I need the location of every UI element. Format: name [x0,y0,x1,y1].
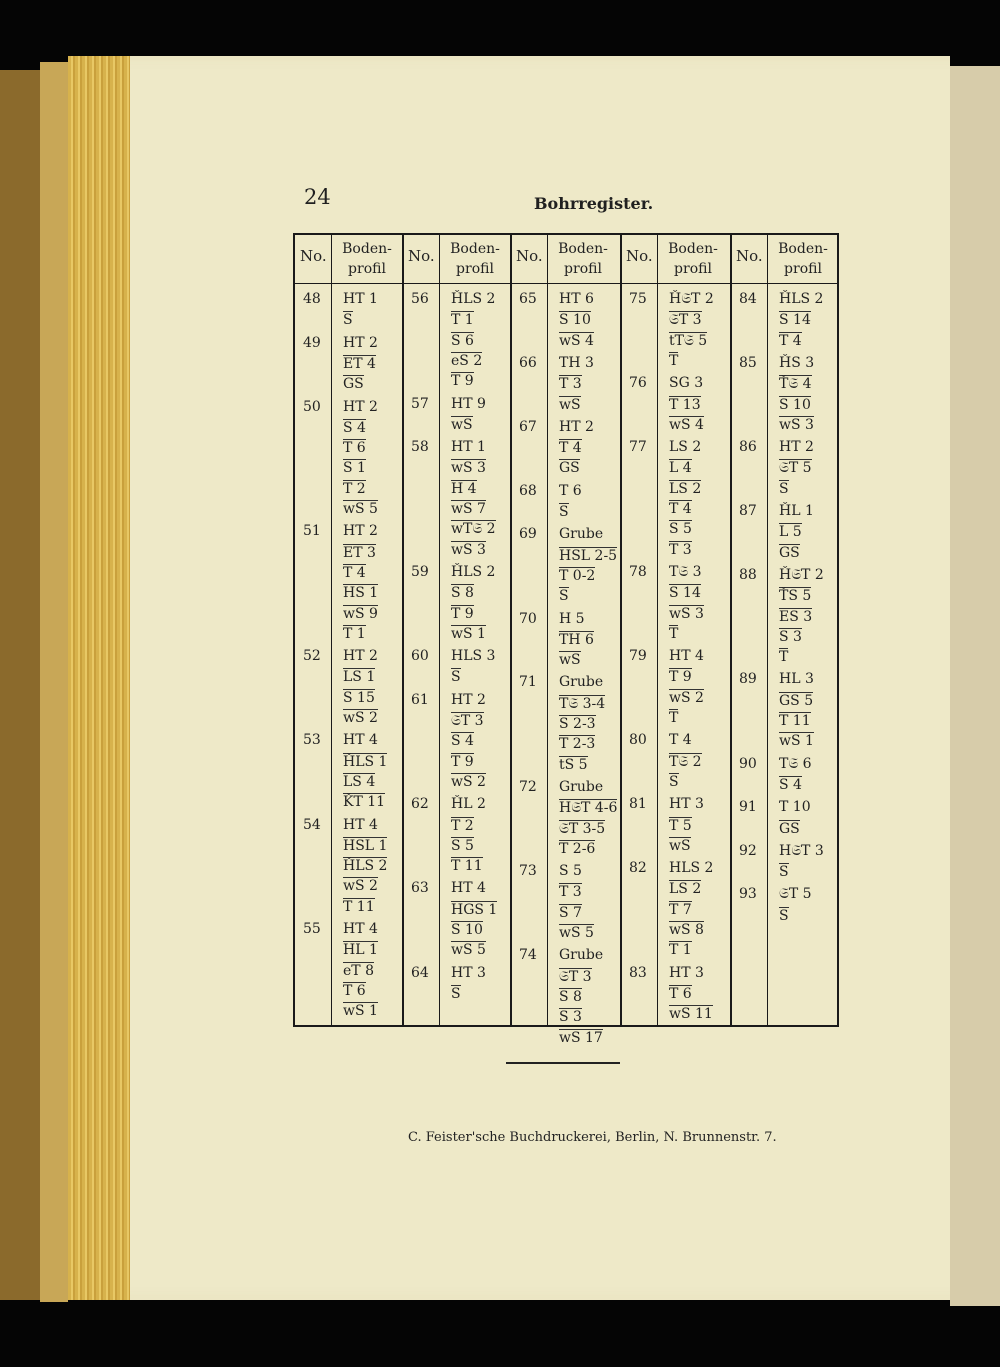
soil-layer: ES 3 [779,608,813,625]
soil-layer: wS 5 [559,925,594,941]
bore-number: 53 [303,732,321,749]
soil-layer: 𝔖T 3-5 [559,820,606,837]
soil-layer: wS 4 [669,416,704,433]
soil-layer: S 10 [559,312,591,329]
soil-layer: T𝔖 3 [669,563,702,580]
soil-layer: T [669,625,679,642]
soil-layer: HT 4 [343,732,378,749]
bore-number: 69 [519,526,537,543]
soil-layer: wS 2 [451,773,486,790]
column-divider [439,235,440,1025]
page-header: Bohrregister. [534,194,654,213]
soil-layer: Ȟ𝔖T 2 [779,566,824,583]
bore-number: 87 [739,503,757,519]
soil-layer: tS 5 [559,756,588,773]
soil-layer: HT 2 [451,691,486,708]
soil-layer: wS 3 [779,416,814,433]
soil-layer: wS 3 [669,605,704,622]
soil-layer: LS 2 [669,439,702,456]
soil-layer: HT 3 [669,796,704,813]
soil-layer: T 5 [669,817,692,834]
soil-layer: GS [343,376,364,393]
bore-number: 59 [411,563,429,580]
bore-number: 68 [519,482,537,499]
soil-layer: wT𝔖 2 [451,521,496,538]
soil-layer: T 2-6 [559,840,596,857]
soil-layer: S 4 [451,733,474,750]
bore-number: 54 [303,816,321,833]
soil-layer: HT 4 [343,816,378,833]
soil-layer: HT 6 [559,291,594,307]
soil-layer: wS 5 [451,942,486,959]
soil-layer: L 4 [669,460,692,477]
bore-number: 85 [739,354,757,371]
soil-layer: ȞL 2 [451,796,486,813]
bore-number: 71 [519,674,537,691]
soil-layer: T 2-3 [559,736,596,753]
soil-layer: S 6 [451,332,474,349]
soil-layer: T 11 [779,713,811,729]
soil-layer: T [669,710,679,726]
soil-layer: HGS 1 [451,901,498,918]
bore-number: 73 [519,863,537,880]
soil-layer: ȞL 1 [779,503,814,519]
soil-layer: S [779,480,789,497]
soil-layer: ET 4 [343,355,376,372]
bore-number: 74 [519,947,537,964]
soil-layer: T 1 [669,942,692,959]
group-divider [510,235,512,1025]
soil-layer: wS 5 [343,501,378,517]
soil-layer: wS 7 [451,501,486,517]
bore-number: 80 [629,732,647,749]
soil-layer: HT 1 [343,291,378,307]
bore-number: 51 [303,523,321,540]
soil-layer: S [451,669,461,686]
soil-layer: wS 1 [451,625,486,642]
soil-layer: S 15 [343,689,375,706]
bore-number: 55 [303,921,321,937]
bore-number: 49 [303,334,321,351]
soil-layer: HT 4 [451,880,486,897]
soil-layer: S [669,773,679,790]
bore-number: 77 [629,439,647,456]
soil-layer: S 14 [669,585,701,602]
soil-layer: S 4 [779,776,802,793]
bore-number: 93 [739,886,757,903]
soil-layer: ȞLS 2 [343,858,388,875]
soil-layer: T [669,352,679,369]
soil-layer: T 6 [343,982,366,999]
soil-layer: Ť𝔖 4 [779,376,812,393]
soil-layer: HT 2 [343,648,378,665]
bore-number: 79 [629,648,647,665]
soil-layer: S 4 [343,419,366,436]
bore-number: 60 [411,648,429,665]
end-rule [506,1062,620,1064]
soil-layer: Grube [559,947,604,964]
page-stack-edge [40,62,68,1302]
column-divider [657,235,658,1025]
soil-layer: S [451,985,461,1002]
header-no: No. [300,247,327,265]
soil-layer: HSL 2-5 [559,547,618,564]
header-bodenprofil: Boden- profil [558,241,608,277]
soil-layer: ȞLS 2 [451,563,496,580]
soil-layer: H𝔖T 3 [779,842,824,859]
soil-layer: 𝔖T 3 [451,713,484,729]
soil-layer: H 4 [451,480,477,497]
soil-layer: S 5 [669,521,692,538]
soil-layer: S 8 [559,988,582,1005]
soil-layer: S 7 [559,904,582,921]
bore-number: 50 [303,398,321,415]
bore-number: 76 [629,375,647,392]
bore-number: 91 [739,799,757,816]
facing-page-edge [950,66,1000,1306]
soil-layer: Grube [559,674,604,691]
soil-layer: T 6 [669,985,692,1002]
bore-number: 81 [629,796,647,813]
soil-layer: HT 9 [451,395,486,412]
soil-layer: wS 8 [669,922,704,938]
soil-layer: wS 3 [451,460,486,477]
soil-layer: T 9 [451,605,474,622]
page-gilded-edge [68,56,130,1300]
soil-layer: HT 3 [669,964,704,981]
soil-layer: H 5 [559,610,585,627]
bore-number: 67 [519,418,537,435]
bore-number: 66 [519,354,537,371]
bore-number: 70 [519,610,537,627]
soil-layer: wS [451,416,473,433]
bore-number: 90 [739,755,757,772]
soil-layer: S [779,864,789,881]
soil-layer: T 13 [669,396,701,413]
soil-layer: HT 2 [343,523,378,540]
soil-layer: wS 11 [669,1006,713,1023]
soil-layer: tT𝔖 5 [669,332,708,349]
book-spine-left [0,70,40,1300]
header-no: No. [626,247,653,265]
soil-layer: HT 4 [669,648,704,665]
soil-layer: TH 3 [559,354,594,371]
column-divider [331,235,332,1025]
bore-number: 83 [629,964,647,981]
bore-number: 58 [411,439,429,456]
soil-layer: T𝔖 6 [779,755,812,772]
soil-layer: S 10 [779,396,811,413]
bore-number: 52 [303,648,321,665]
bore-number: 64 [411,964,429,981]
group-divider [730,235,732,1025]
header-bodenprofil: Boden- profil [450,241,500,277]
soil-layer: wS [669,837,691,854]
header-bodenprofil: Boden- profil [342,241,392,277]
soil-layer: wS 3 [451,541,486,558]
soil-layer: S 5 [559,863,582,880]
soil-layer: HLS 2 [669,860,714,877]
soil-layer: T 11 [451,858,483,875]
drill-register-table [293,233,839,1046]
soil-layer: T𝔖 2 [669,753,702,770]
page-number: 24 [304,185,331,209]
soil-layer: T 4 [779,332,802,349]
soil-layer: HT 2 [559,418,594,435]
soil-layer: wS [559,652,581,669]
soil-layer: L 5 [779,524,802,541]
soil-layer: GS 5 [779,692,814,709]
soil-layer: T [779,649,789,666]
bore-number: 88 [739,566,757,583]
printer-imprint: C. Feister'sche Buchdruckerei, Berlin, N. Brunnenstr. 7. [408,1130,777,1145]
soil-layer: wS 1 [343,1003,378,1020]
soil-layer: ȞS 3 [779,354,815,371]
soil-layer: S 3 [779,628,802,645]
soil-layer: T 2 [343,480,366,497]
soil-layer: SG 3 [669,375,704,392]
soil-layer: T 3 [559,376,582,393]
soil-layer: S [559,504,569,520]
soil-layer: HT 4 [343,921,378,937]
soil-layer: wS 2 [669,689,704,706]
soil-layer: HL 1 [343,942,378,959]
soil-layer: 𝔖T 3 [669,312,702,329]
soil-layer: ǨT 11 [343,794,386,811]
bore-number: 78 [629,563,647,580]
column-divider [547,235,548,1025]
bore-number: 62 [411,796,429,813]
column-divider [767,235,768,1025]
soil-layer: S 8 [451,585,474,602]
soil-layer: wS 2 [343,878,378,895]
header-no: No. [516,247,543,265]
bore-number: 65 [519,291,537,307]
bore-number: 63 [411,880,429,897]
soil-layer: wS [559,396,581,413]
soil-layer: T 11 [343,898,375,915]
bore-number: 84 [739,291,757,307]
soil-layer: H𝔖T 4-6 [559,800,618,817]
soil-layer: T 6 [343,440,366,457]
soil-layer: HS 1 [343,585,379,602]
soil-layer: eS 2 [451,352,483,369]
soil-layer: S 5 [451,837,474,854]
soil-layer: T 4 [669,732,692,749]
soil-layer: ET 3 [343,544,376,561]
soil-layer: T 3 [559,884,582,901]
soil-layer: S [779,907,789,924]
soil-layer: ȞLS 1 [343,753,388,770]
soil-layer: T 9 [669,669,692,686]
soil-layer: Grube [559,526,604,543]
soil-layer: HT 2 [779,439,814,456]
soil-layer: ȞLS 2 [779,291,824,307]
header-bodenprofil: Boden- profil [668,241,718,277]
soil-layer: T 0-2 [559,567,596,584]
soil-layer: T 1 [451,312,474,329]
soil-layer: LS 2 [669,881,702,898]
soil-layer: ȞLS 2 [451,291,496,307]
soil-layer: GS [559,460,580,477]
bore-number: 61 [411,691,429,708]
soil-layer: wS 4 [559,332,594,349]
bore-number: 82 [629,860,647,877]
soil-layer: T 1 [343,625,366,642]
bore-number: 72 [519,778,537,795]
soil-layer: T𝔖 3-4 [559,695,606,712]
soil-layer: 𝔖T 5 [779,460,812,477]
bore-number: 75 [629,291,647,307]
soil-layer: S 10 [451,922,483,938]
soil-layer: T 9 [451,753,474,770]
soil-layer: S 2-3 [559,716,596,732]
header-bodenprofil: Boden- profil [778,241,828,277]
header-no: No. [408,247,435,265]
soil-layer: HL 3 [779,671,814,688]
soil-layer: T 4 [669,501,692,517]
soil-layer: Ȟ𝔖T 2 [669,291,714,307]
soil-layer: wS 17 [559,1029,603,1046]
bore-number: 89 [739,671,757,688]
soil-layer: 𝔖T 5 [779,886,812,903]
soil-layer: T 4 [343,564,366,581]
soil-layer: T 2 [451,817,474,834]
soil-layer: HLS 3 [451,648,496,665]
soil-layer: LS 1 [343,669,376,686]
soil-layer: ŤS 5 [779,588,812,605]
soil-layer: T 10 [779,799,811,816]
soil-layer: wS 1 [779,733,814,750]
soil-layer: HT 1 [451,439,486,456]
bore-number: 56 [411,291,429,307]
soil-layer: T 9 [451,373,474,390]
bore-number: 86 [739,439,757,456]
soil-layer: T 7 [669,901,692,918]
soil-layer: S [559,588,569,605]
soil-layer: 𝔖T 3 [559,968,592,985]
soil-layer: GS [779,820,800,837]
bore-number: 92 [739,842,757,859]
bore-number: 57 [411,395,429,412]
soil-layer: wS 2 [343,710,378,726]
soil-layer: HT 3 [451,964,486,981]
soil-layer: S 14 [779,312,811,329]
soil-layer: LS 4 [343,773,376,790]
soil-layer: HT 2 [343,398,378,415]
soil-layer: T 3 [669,541,692,558]
soil-layer: GS [779,544,800,561]
bore-number: 48 [303,291,321,307]
soil-layer: wS 9 [343,605,378,622]
soil-layer: T 4 [559,440,582,457]
soil-layer: T 6 [559,482,582,499]
soil-layer: HT 2 [343,334,378,351]
header-no: No. [736,247,763,265]
soil-layer: eT 8 [343,962,374,979]
soil-layer: TH 6 [559,631,594,648]
soil-layer: HSL 1 [343,837,388,854]
soil-layer: Grube [559,778,604,795]
soil-layer: S 1 [343,460,366,477]
soil-layer: S 3 [559,1009,582,1026]
group-divider [620,235,622,1025]
group-divider [402,235,404,1025]
soil-layer: S [343,312,353,329]
soil-layer: LS 2 [669,480,702,497]
